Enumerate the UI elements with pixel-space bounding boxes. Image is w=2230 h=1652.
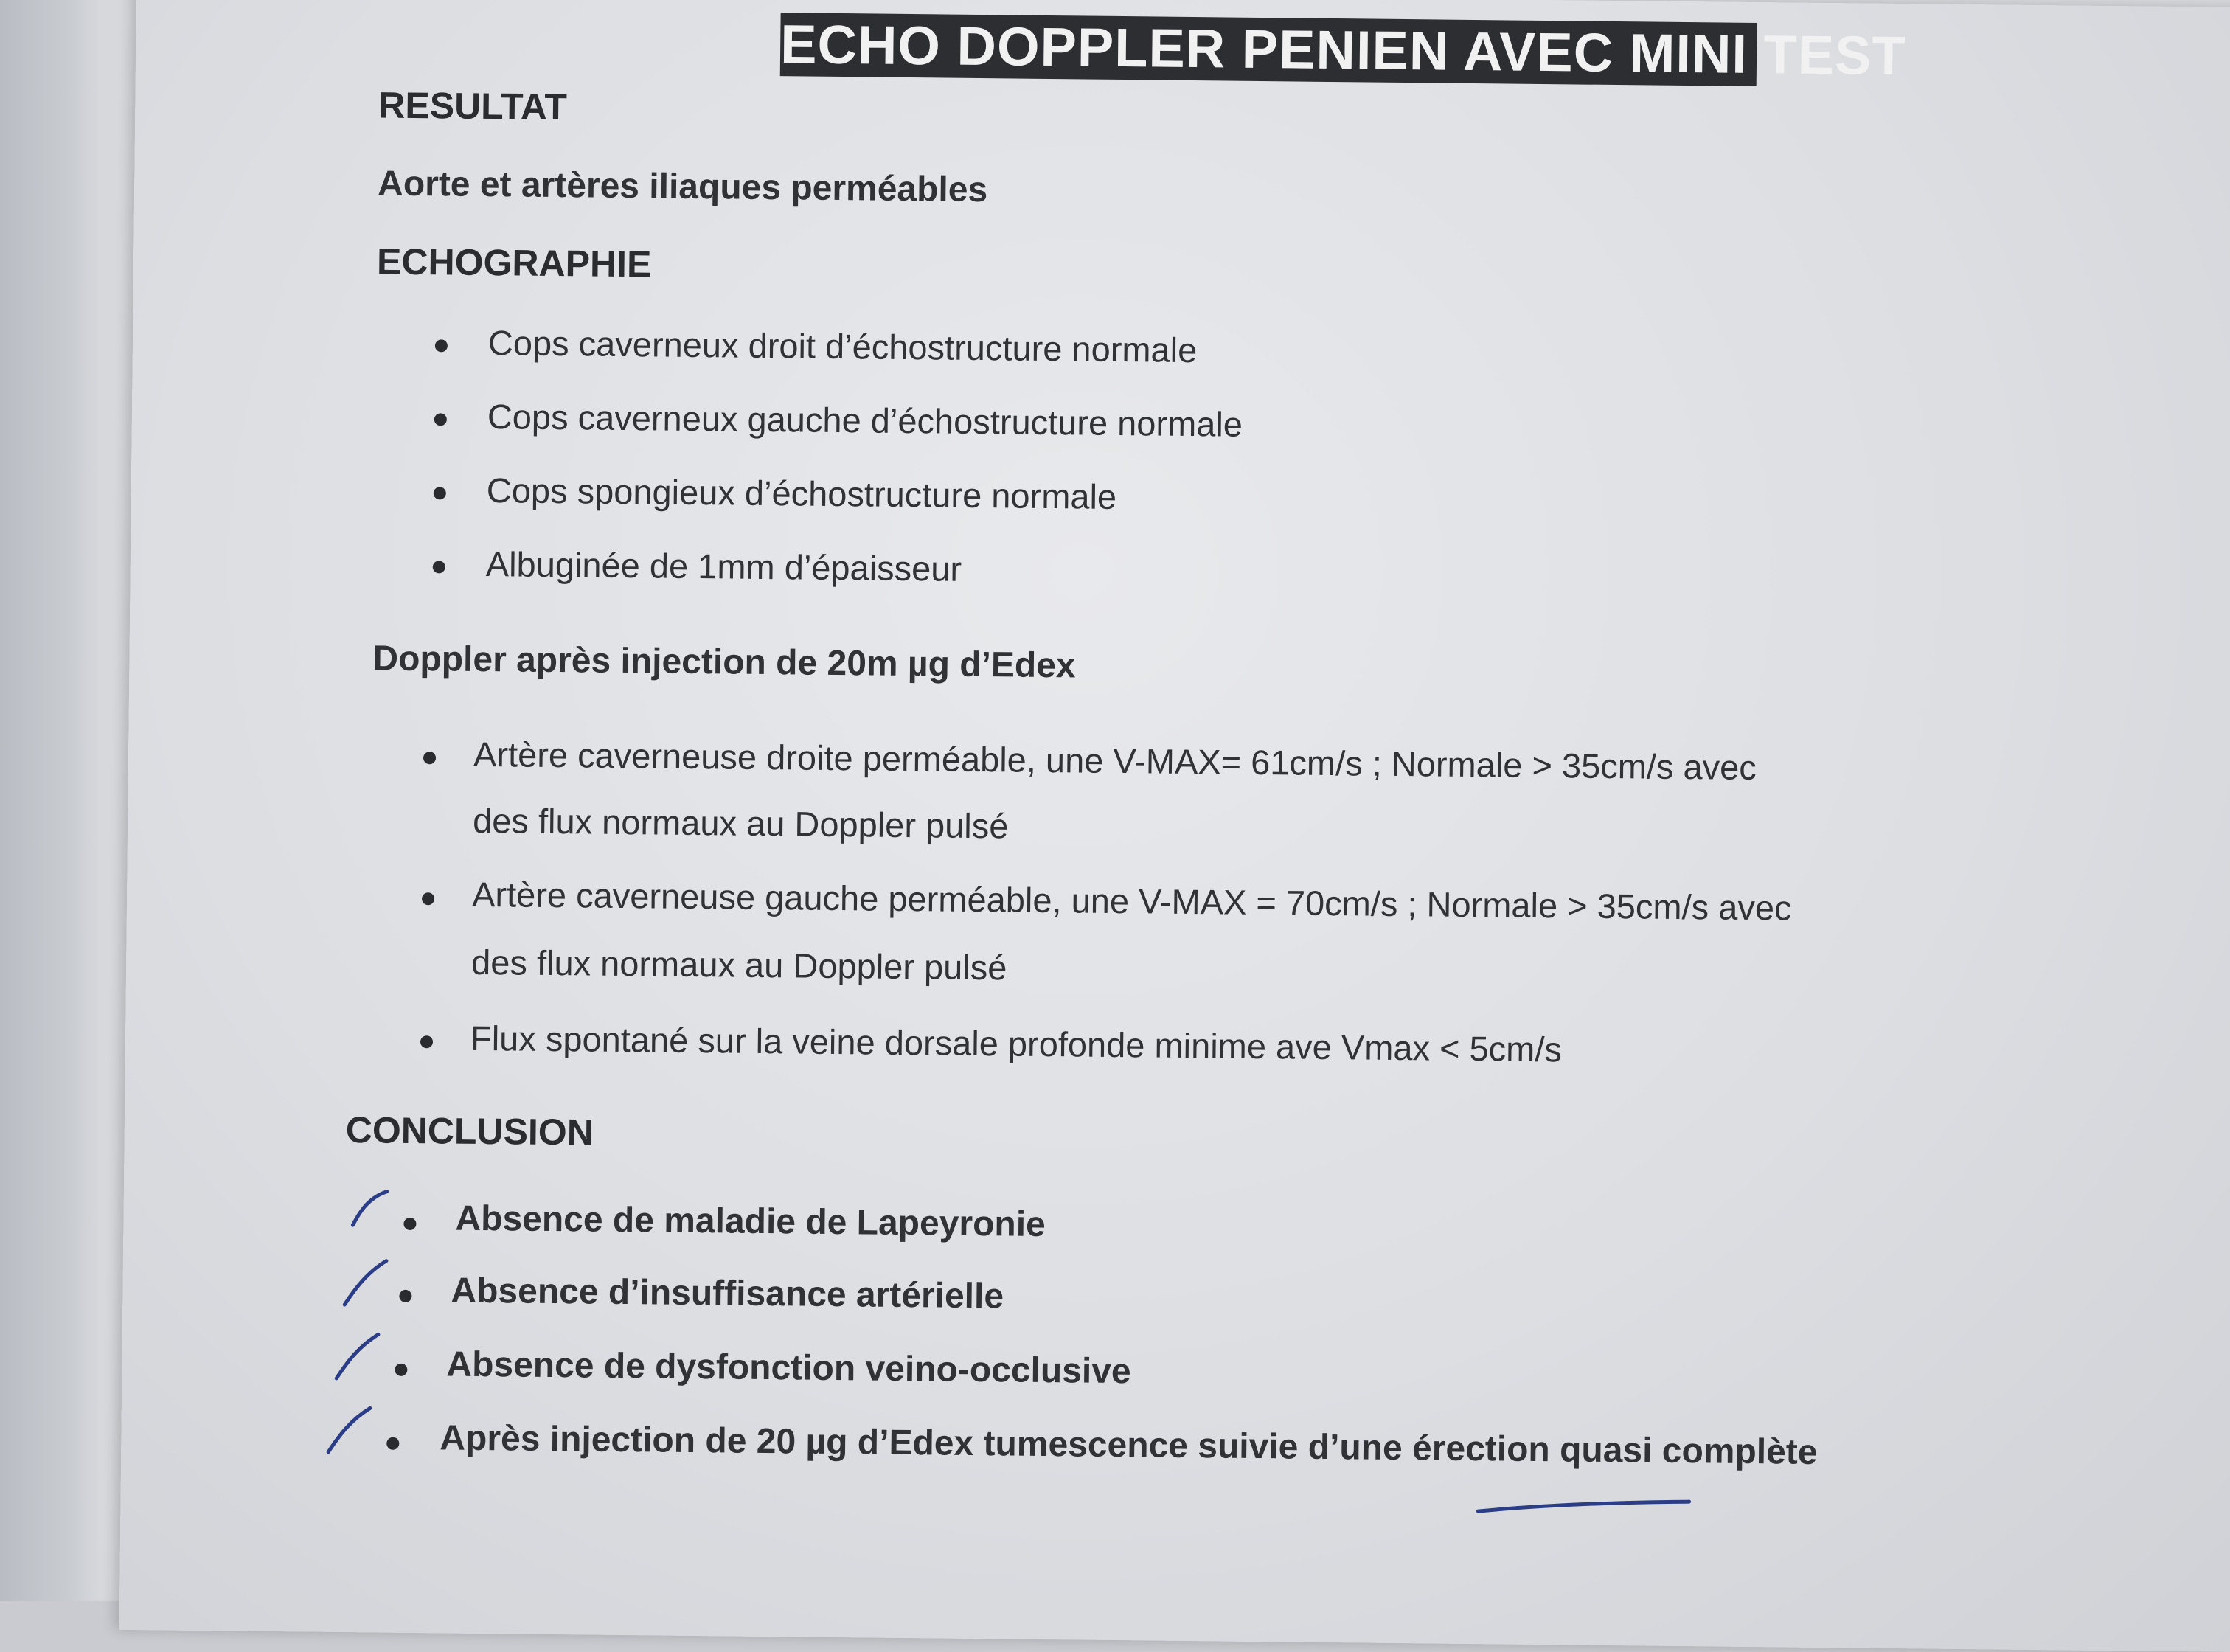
- bullet-icon: [403, 1218, 416, 1230]
- check-mark-icon: [324, 1405, 376, 1457]
- bullet-icon: [434, 487, 446, 499]
- bullet-icon: [395, 1364, 407, 1376]
- echography-item: Cops spongieux d’échostructure normale: [486, 471, 1117, 516]
- pen-underline: [1473, 1495, 1695, 1519]
- bullet-icon: [435, 339, 448, 352]
- bullet-icon: [422, 892, 434, 905]
- doppler-item-line: Flux spontané sur la veine dorsale profonde minime ave Vmax < 5cm/s: [470, 1018, 1563, 1069]
- result-heading: RESULTAT: [378, 84, 568, 128]
- echography-item: Cops caverneux gauche d’échostructure normale: [487, 397, 1243, 444]
- bullet-icon: [433, 560, 445, 573]
- echography-heading: ECHOGRAPHIE: [376, 240, 652, 285]
- doppler-item-line: Artère caverneuse gauche perméable, une V-MAX = 70cm/s ; Normale > 35cm/s avec: [471, 874, 1792, 928]
- bullet-icon: [434, 413, 447, 426]
- bullet-icon: [386, 1437, 399, 1450]
- conclusion-heading: CONCLUSION: [345, 1109, 594, 1153]
- echography-item: Cops caverneux droit d’échostructure normale: [487, 323, 1198, 370]
- check-mark-icon: [348, 1188, 393, 1233]
- bullet-icon: [399, 1290, 411, 1302]
- doppler-item-line: des flux normaux au Doppler pulsé: [472, 800, 1009, 846]
- echography-item: Albuginée de 1mm d’épaisseur: [485, 544, 962, 589]
- bullet-icon: [423, 752, 436, 764]
- page-title: ECHO DOPPLER PENIEN AVEC MINI TEST: [779, 13, 1907, 87]
- doppler-heading: Doppler après injection de 20m µg d’Edex: [372, 639, 1076, 686]
- conclusion-item: Absence de maladie de Lapeyronie: [455, 1198, 1046, 1244]
- document-page: [119, 0, 2230, 1652]
- check-mark-icon: [340, 1257, 392, 1310]
- conclusion-item: Après injection de 20 µg d’Edex tumescence suivie d’une érection quasi complète: [440, 1418, 1818, 1472]
- conclusion-item: Absence d’insuffisance artérielle: [451, 1271, 1004, 1316]
- result-line: Aorte et artères iliaques perméables: [377, 164, 988, 210]
- conclusion-item: Absence de dysfonction veino-occlusive: [446, 1344, 1131, 1392]
- doppler-item-line: des flux normaux au Doppler pulsé: [470, 942, 1007, 988]
- doppler-item-line: Artère caverneuse droite perméable, une V-MAX= 61cm/s ; Normale > 35cm/s avec: [473, 734, 1757, 788]
- bullet-icon: [420, 1035, 433, 1048]
- check-mark-icon: [332, 1331, 384, 1384]
